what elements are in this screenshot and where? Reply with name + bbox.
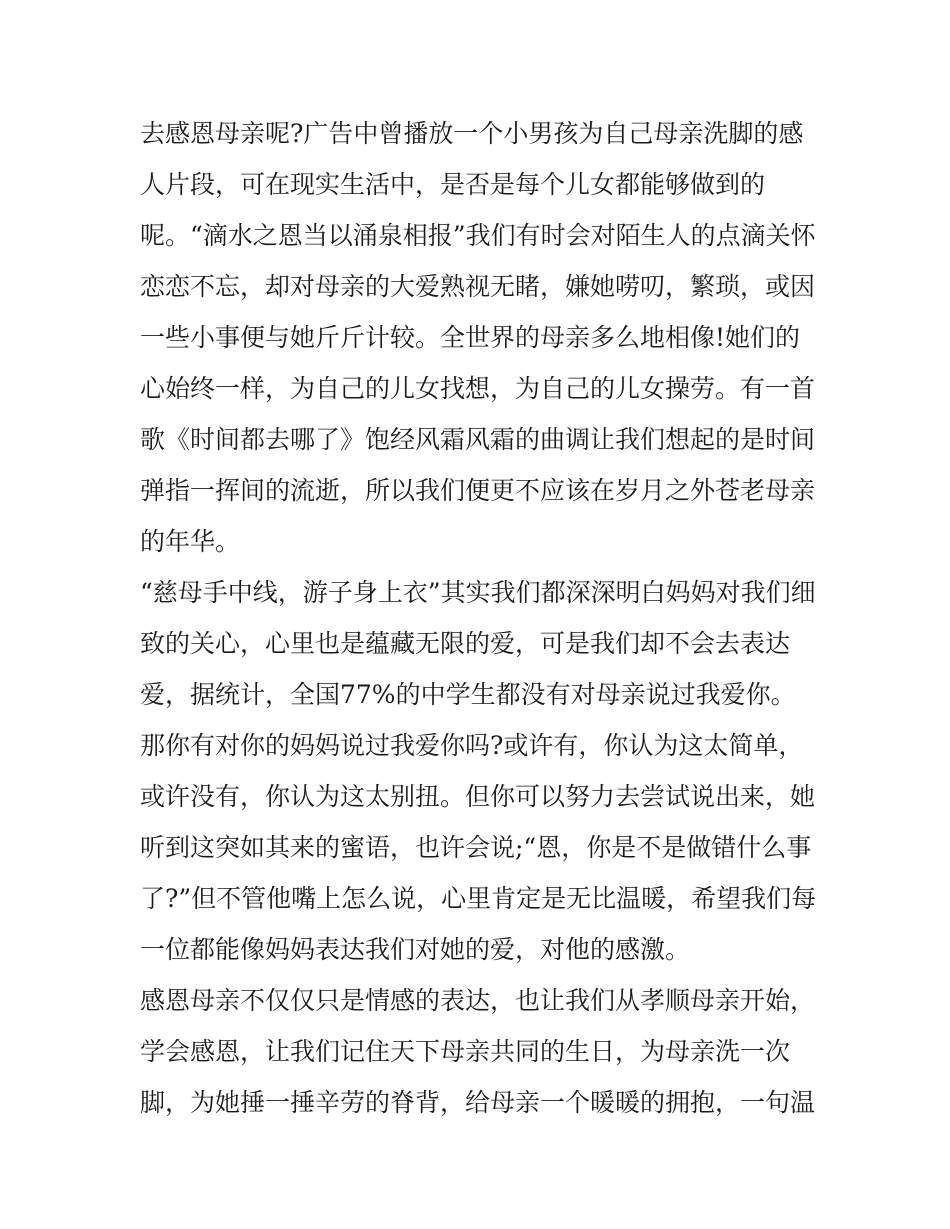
text-line: 感恩母亲不仅仅只是情感的表达，也让我们从孝顺母亲开始，	[140, 986, 816, 1015]
text-line: 听到这突如其来的蜜语，也许会说;“恩，你是不是做错什么事	[140, 833, 812, 862]
document-body	[140, 108, 820, 1128]
text-line: 去感恩母亲呢?广告中曾播放一个小男孩为自己母亲洗脚的感	[140, 119, 804, 148]
text-line: 心始终一样，为自己的儿女找想，为自己的儿女操劳。有一首	[140, 374, 816, 403]
text-line: 学会感恩，让我们记住天下母亲共同的生日，为母亲洗一次	[140, 1037, 791, 1066]
text-line: 脚，为她捶一捶辛劳的脊背，给母亲一个暖暖的拥抱，一句温	[140, 1088, 816, 1117]
text-line: “慈母手中线，游子身上衣”其实我们都深深明白妈妈对我们细	[140, 578, 816, 607]
text-line: 了?”但不管他嘴上怎么说，心里肯定是无比温暖，希望我们每	[140, 884, 817, 913]
text-line: 一位都能像妈妈表达我们对她的爱，对他的感激。	[140, 935, 691, 964]
text-line: 那你有对你的妈妈说过我爱你吗?或许有，你认为这太简单，	[140, 731, 804, 760]
text-line: 爱，据统计，全国77%的中学生都没有对母亲说过我爱你。	[140, 680, 796, 709]
text-line: 一些小事便与她斤斤计较。全世界的母亲多么地相像!她们的	[140, 323, 801, 352]
text-line: 致的关心，心里也是蕴藏无限的爱，可是我们却不会去表达	[140, 629, 791, 658]
text-line: 人片段，可在现实生活中，是否是每个儿女都能够做到的	[140, 170, 766, 199]
text-line: 或许没有，你认为这太别扭。但你可以努力去尝试说出来，她	[140, 782, 816, 811]
text-line: 呢。“滴水之恩当以涌泉相报”我们有时会对陌生人的点滴关怀	[140, 221, 816, 250]
text-line: 恋恋不忘，却对母亲的大爱熟视无睹，嫌她唠叨，繁琐，或因	[140, 272, 816, 301]
text-line: 弹指一挥间的流逝，所以我们便更不应该在岁月之外苍老母亲	[140, 476, 816, 505]
text-line: 的年华。	[140, 527, 241, 556]
text-line: 歌《时间都去哪了》饱经风霜风霜的曲调让我们想起的是时间	[140, 425, 816, 454]
